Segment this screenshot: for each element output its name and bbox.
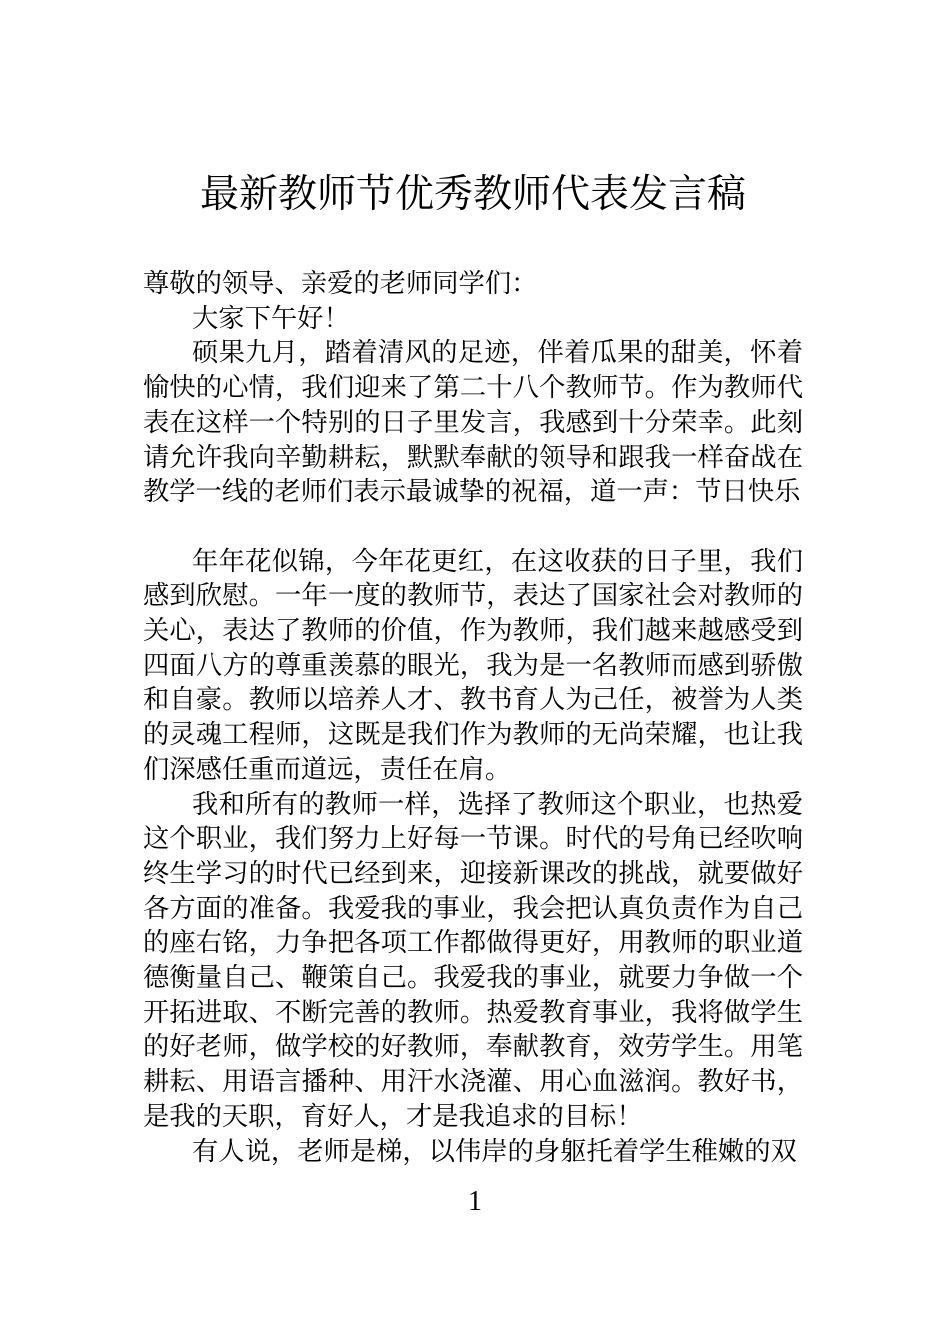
paragraph: 有人说，老师是梯，以伟岸的身躯托着学生稚嫩的双 — [192, 1135, 797, 1166]
paragraph: 年年花似锦，今年花更红，在这收获的日子里，我们感到欣慰。一年一度的教师节，表达了国家社会对教师的关心，表达了教师的价值，作为教师，我们越来越感受到四面八方的尊重羡慕的眼光，我为是一名教师而感到骄傲和自豪。教师以培养人才、教书育人为己任，被誉为人类的灵魂工程师，这既是我们作为教师的无尚荣耀，也让我们深感任重而道远，责任在肩。 — [143, 545, 803, 784]
paragraph: 我和所有的教师一样，选择了教师这个职业，也热爱这个职业，我们努力上好每一节课。时代的号角已经吹响终生学习的时代已经到来，迎接新课改的挑战，就要做好各方面的准备。我爱我的事业，我会把认真负责作为自己的座右铭，力争把各项工作都做得更好，用教师的职业道德衡量自己、鞭策自己。我爱我的事业，就要力争做一个开拓进取、不断完善的教师。热爱教育事业，我将做学生的好老师，做学校的好教师，奉献教育，效劳学生。用笔耕耘、用语言播种、用汗水浇灌、用心血滋润。教好书，是我的天职，育好人，才是我追求的目标！ — [143, 788, 803, 1131]
paragraph: 大家下午好！ — [192, 302, 350, 333]
paragraph: 硕果九月，踏着清风的足迹，伴着瓜果的甜美，怀着愉快的心情，我们迎来了第二十八个教师节。作为教师代表在这样一个特别的日子里发言，我感到十分荣幸。此刻请允许我向辛勤耕耘，默默奉献的领导和跟我一样奋战在教学一线的老师们表示最诚挚的祝福，道一声：节日快乐 — [143, 337, 803, 507]
document-body — [143, 266, 803, 1168]
blank-line — [143, 509, 803, 544]
page-number: 1 — [468, 1186, 482, 1217]
document-title: 最新教师节优秀教师代表发言稿 — [199, 173, 746, 216]
paragraph: 尊敬的领导、亲爱的老师同学们： — [143, 268, 538, 298]
